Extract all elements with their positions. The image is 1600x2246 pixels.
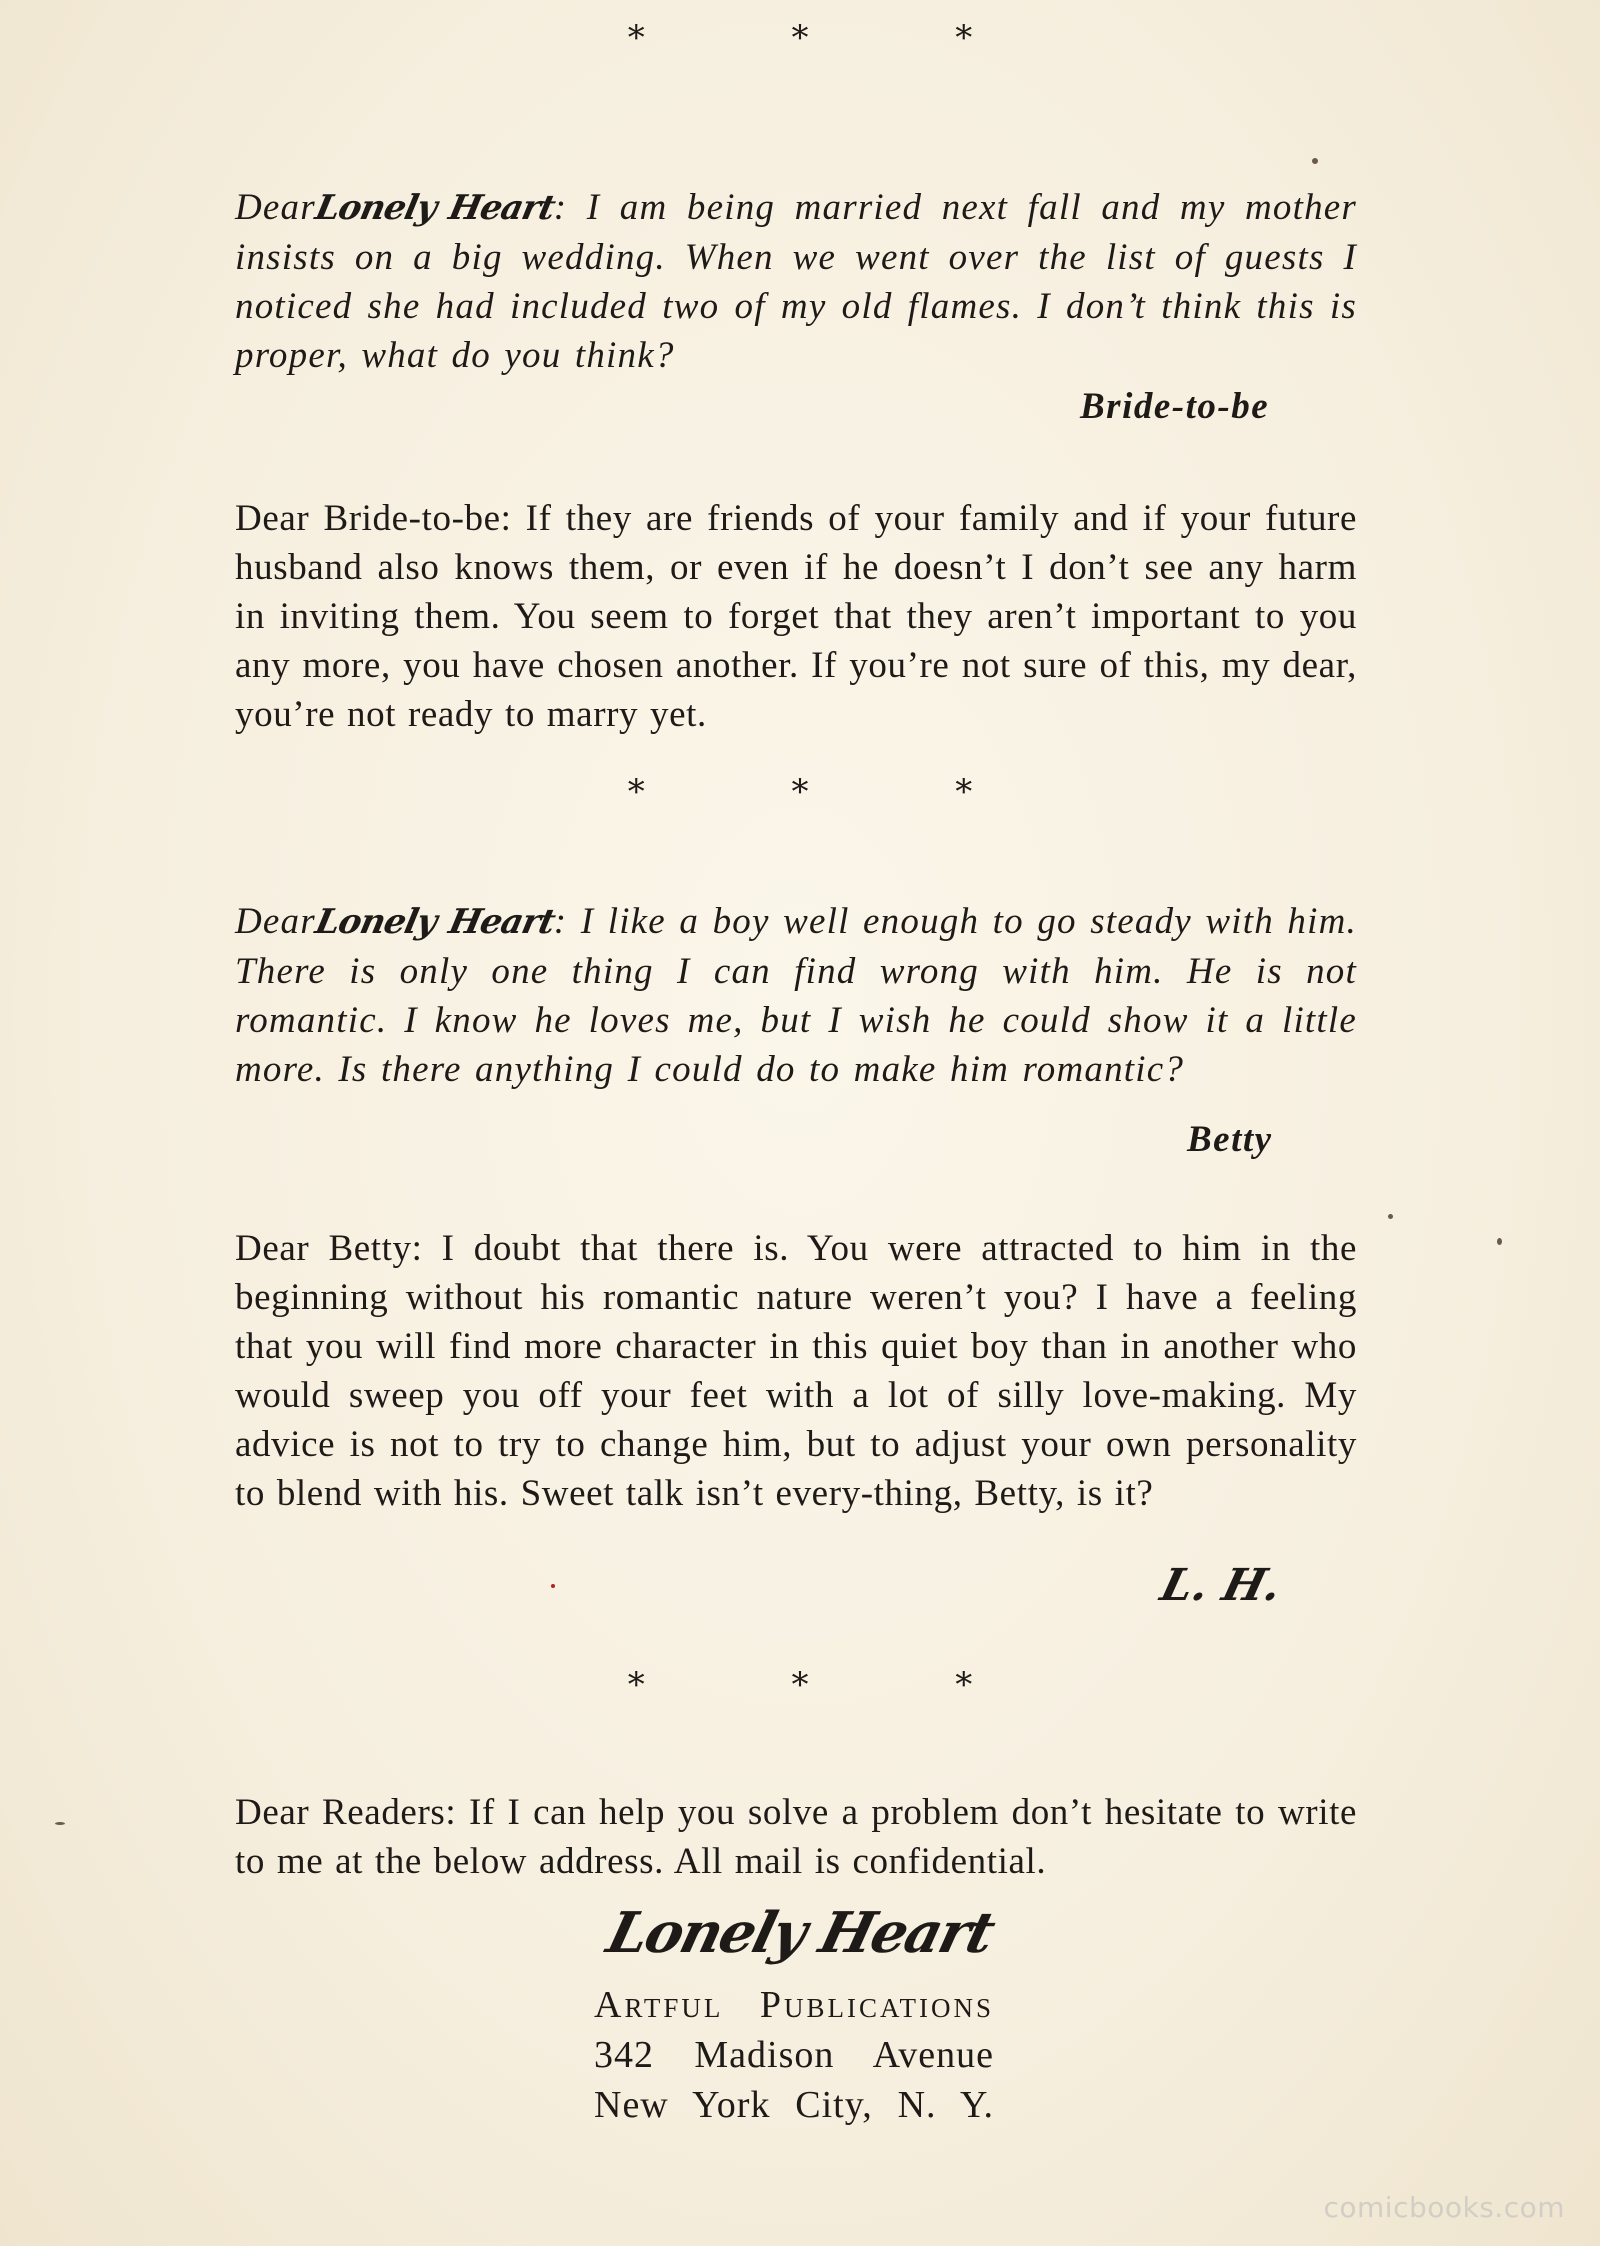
letter-2-body: : I like a boy well enough to go steady with him. There is only one thing I can find wrong with him. He is not romantic. I know he loves me, but I wish he could show it a little more. Is there anything I could do to make him romantic?	[235, 901, 1357, 1090]
lonely-heart-signature-text: Lonely Heart	[600, 1900, 1000, 1966]
address-company	[594, 1980, 994, 2030]
company-name: Artful Publications	[594, 1984, 994, 2026]
paper-speck	[55, 1822, 65, 1825]
reply-1: Dear Bride-to-be: If they are friends of your family and if your future husband also knows them, or even if he doesn’t I don’t see any harm in inviting them. You seem to forget that they aren’t important to you any more, you have chosen another. If you’re not sure of this, my dear, you’re not ready to marry yet.	[235, 498, 1357, 735]
separator-top: * * *	[627, 18, 1041, 58]
watermark: comicbooks.com	[1323, 2191, 1565, 2224]
address-city: New York City, N. Y.	[594, 2084, 994, 2126]
lonely-heart-signature	[0, 1900, 1600, 1966]
separator-1: * * *	[627, 772, 1041, 812]
letter-2	[235, 897, 1357, 1094]
letter-1-body: : I am being married next fall and my mother insists on a big wedding. When we went over the list of guests I noticed she had included two of my old flames. I don’t think this is proper, what do you think?	[235, 187, 1357, 376]
letter-1-salutation-prefix: Dear	[235, 187, 316, 228]
letter-2-salutation-prefix: Dear	[235, 901, 316, 942]
readers-note: Dear Readers: If I can help you solve a problem don’t hesitate to write to me at the below address. All mail is confidential.	[235, 1792, 1357, 1882]
reply-2-signature: L. H.	[1155, 1560, 1287, 1611]
address-street: 342 Madison Avenue	[594, 2034, 994, 2076]
letter-1-signoff: Bride-to-be	[1080, 386, 1270, 427]
letter-2-salutation-signature: Lonely Heart	[311, 902, 559, 942]
letter-2-signoff: Betty	[1187, 1119, 1273, 1160]
paper-speck	[1388, 1214, 1393, 1219]
reply-2: Dear Betty: I doubt that there is. You were attracted to him in the beginning without his romantic nature weren’t you? I have a feeling that you will find more character in this quiet boy than in another who would sweep you off your feet with a lot of silly love-making. My advice is not to try to change him, but to adjust your own personality to blend with his. Sweet talk isn’t every-thing, Betty, is it?	[235, 1228, 1357, 1514]
paper-speck	[1312, 158, 1318, 164]
letter-1-salutation-signature: Lonely Heart	[311, 188, 559, 228]
paper-speck	[1497, 1238, 1502, 1245]
paper-speck	[551, 1584, 555, 1588]
separator-2: * * *	[627, 1665, 1041, 1705]
letter-1	[235, 183, 1357, 380]
